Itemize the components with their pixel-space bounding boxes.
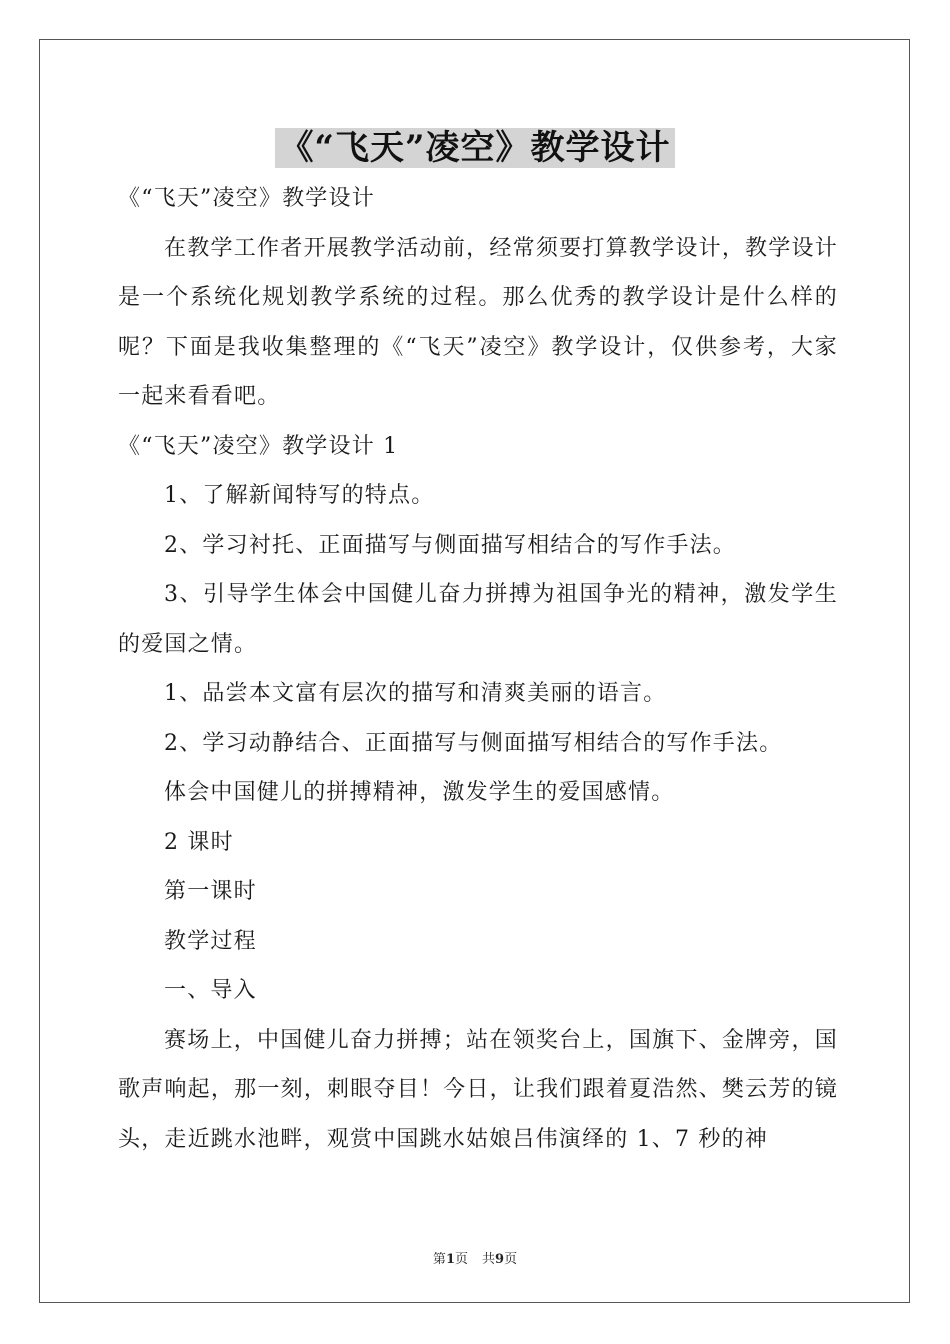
- total-pages: 9: [495, 1252, 505, 1267]
- paragraph: 2、学习衬托、正面描写与侧面描写相结合的写作手法。: [164, 532, 736, 558]
- paragraph: 《“飞天”凌空》教学设计 1: [118, 433, 399, 459]
- total-prefix: 共: [482, 1252, 496, 1267]
- total-suffix: 页: [504, 1252, 518, 1267]
- paragraph: 2、学习动静结合、正面描写与侧面描写相结合的写作手法。: [164, 730, 783, 756]
- paragraph: 赛场上，中国健儿奋力拼搏；站在领奖台上，国旗下、金牌旁，国歌声响起，那一刻，刺眼夺目！今日，让我们跟着夏浩然、樊云芳的镜头，走近跳水池畔，观赏中国跳水姑娘吕伟演绎的 1、7 秒的神: [118, 1027, 838, 1152]
- page-suffix: 页: [454, 1252, 468, 1267]
- paragraph: 1、了解新闻特写的特点。: [164, 483, 435, 508]
- document-body: [118, 174, 838, 1164]
- paragraph: 第一课时: [164, 879, 257, 904]
- paragraph: 《“飞天”凌空》教学设计: [118, 186, 375, 211]
- paragraph: 3、引导学生体会中国健儿奋力拼搏为祖国争光的精神，激发学生的爱国之情。: [118, 582, 838, 657]
- paragraph: 体会中国健儿的拼搏精神，激发学生的爱国感情。: [164, 780, 675, 805]
- page-footer: [0, 1248, 950, 1267]
- paragraph: 一、导入: [164, 978, 257, 1003]
- page-number: 1: [445, 1252, 455, 1267]
- page-prefix: 第: [432, 1252, 446, 1267]
- paragraph: 在教学工作者开展教学活动前，经常须要打算教学设计，教学设计是一个系统化规划教学系统的过程。那么优秀的教学设计是什么样的呢？下面是我收集整理的《“飞天”凌空》教学设计，仅供参考，大家一起来看看吧。: [118, 235, 838, 409]
- document-title: 《“飞天”凌空》教学设计: [275, 128, 674, 168]
- title-area: [0, 128, 950, 168]
- paragraph: 1、品尝本文富有层次的描写和清爽美丽的语言。: [164, 681, 667, 706]
- paragraph: 2 课时: [164, 829, 234, 855]
- paragraph: 教学过程: [164, 928, 257, 954]
